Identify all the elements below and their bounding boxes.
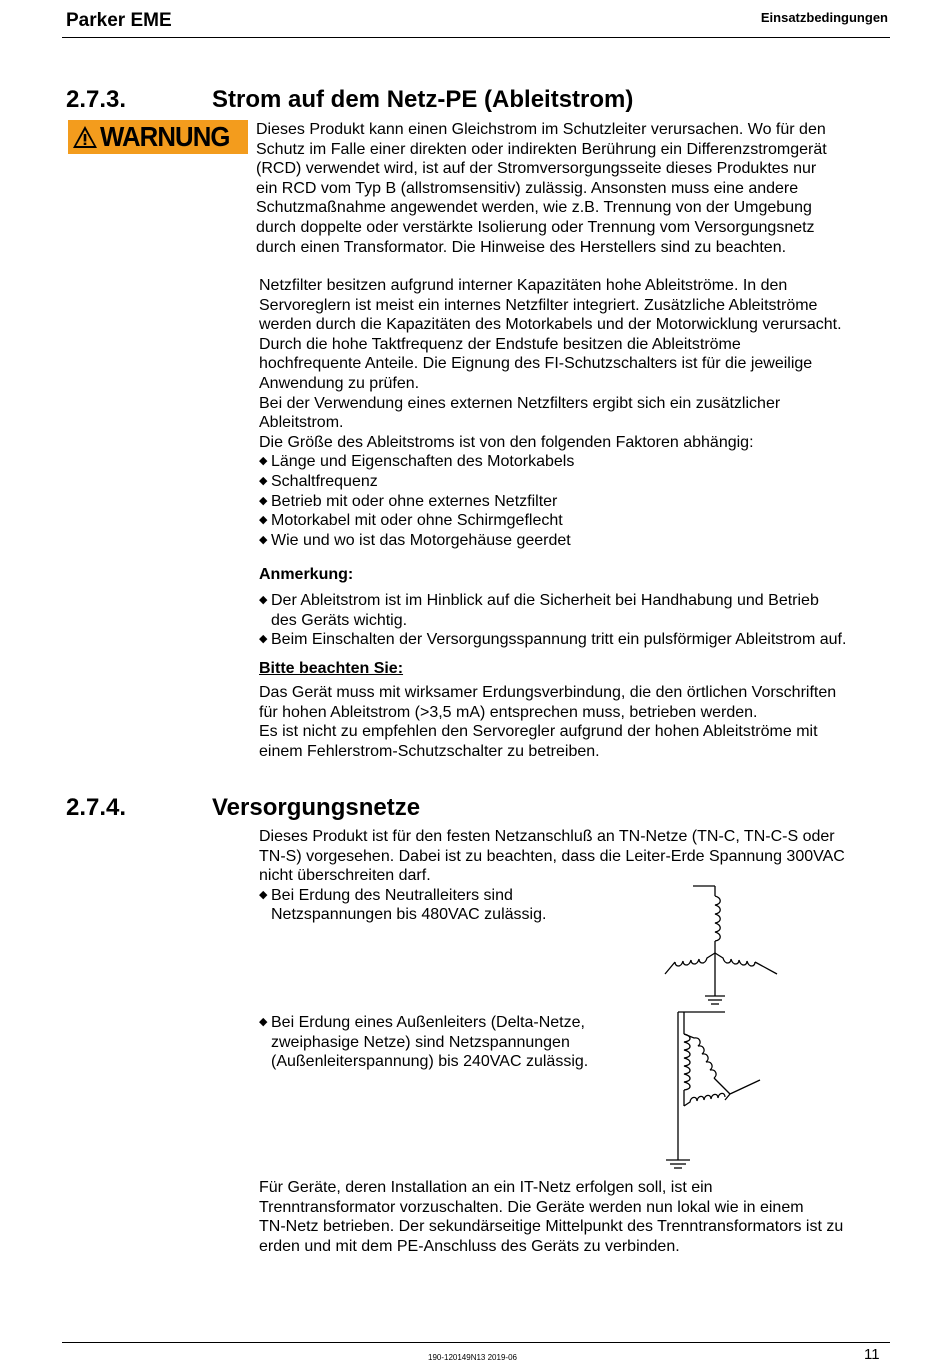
diamond-bullet-icon: ◆ bbox=[259, 474, 268, 487]
list-item-text: Schaltfrequenz bbox=[271, 472, 378, 490]
text-line: Schutzmaßnahme angewendet werden, wie z.B. Trennung von der Umgebung bbox=[256, 199, 812, 217]
diamond-bullet-icon: ◆ bbox=[259, 594, 268, 606]
warning-label: WARNUNG bbox=[100, 121, 230, 152]
text-line: TN-S) vorgesehen. Dabei ist zu beachten, dass die Leiter-Erde Spannung 300VAC bbox=[259, 847, 845, 865]
list-item-text: Motorkabel mit oder ohne Schirmgeflecht bbox=[271, 512, 563, 530]
text-line: TN-Netz betrieben. Der sekundärseitige Mittelpunkt des Trenntransformators ist zu bbox=[259, 1218, 844, 1236]
page-number: 11 bbox=[864, 1346, 880, 1363]
diamond-bullet-icon: ◆ bbox=[259, 514, 268, 527]
text-line: (Außenleiterspannung) bis 240VAC zulässig. bbox=[271, 1053, 589, 1071]
text-line: hochfrequente Anteile. Die Eignung des FI-Schutzschalters ist für die jeweilige bbox=[259, 355, 813, 373]
text-line: Dieses Produkt kann einen Gleichstrom im Schutzleiter verursachen. Wo für den bbox=[256, 121, 826, 138]
note-heading: Anmerkung: bbox=[259, 566, 354, 583]
warning-text bbox=[256, 120, 896, 257]
list-item bbox=[259, 630, 899, 650]
document-code: 190-120149N13 2019-06 bbox=[428, 1353, 517, 1362]
text-line: (RCD) verwendet wird, ist auf der Stromversorgungsseite dieses Produktes nur bbox=[256, 160, 817, 178]
diamond-bullet-icon: ◆ bbox=[259, 455, 268, 468]
text-line: Durch die hohe Taktfrequenz der Endstufe besitzen die Ableitströme bbox=[259, 335, 741, 353]
text-line: Bei Erdung eines Außenleiters (Delta-Netze, bbox=[271, 1014, 585, 1031]
text-line: Das Gerät muss mit wirksamer Erdungsverbindung, die den örtlichen Vorschriften bbox=[259, 684, 837, 701]
list-item bbox=[259, 886, 899, 925]
text-line: Netzspannungen bis 480VAC zulässig. bbox=[271, 906, 547, 924]
text-line: Trenntransformator vorzuschalten. Die Geräte werden nun lokal wie in einem bbox=[259, 1198, 804, 1216]
text-line: einem Fehlerstrom-Schutzschalter zu betreiben. bbox=[259, 742, 600, 760]
supply-intro bbox=[259, 827, 899, 925]
diamond-bullet-icon: ◆ bbox=[259, 633, 268, 646]
list-item bbox=[259, 492, 899, 512]
header-divider bbox=[62, 37, 890, 38]
text-line: Servoreglern ist meist ein internes Netzfilter integriert. Zusätzliche Ableitströme bbox=[259, 296, 818, 314]
list-item-text: Betrieb mit oder ohne externes Netzfilter bbox=[271, 492, 558, 510]
text-line: Für Geräte, deren Installation an ein IT-Netz erfolgen soll, ist ein bbox=[259, 1179, 713, 1196]
section-number: 2.7.3. bbox=[66, 86, 127, 113]
text-line: Schutz im Falle einer direkten oder indirekten Berührung ein Differenzstromgerät bbox=[256, 140, 827, 158]
list-item bbox=[259, 472, 899, 492]
text-line: werden durch die Kapazitäten des Motorkabels und der Motorwicklung verursacht. bbox=[259, 316, 842, 334]
list-item-text: Länge und Eigenschaften des Motorkabels bbox=[271, 453, 575, 471]
text-line: für hohen Ableitstrom (>3,5 mA) entsprechen muss, betrieben werden. bbox=[259, 703, 758, 721]
section-title: Strom auf dem Netz-PE (Ableitstrom) bbox=[212, 86, 634, 113]
text-line: Bei der Verwendung eines externen Netzfilters ergibt sich ein zusätzlicher bbox=[259, 394, 781, 412]
footer-divider bbox=[62, 1342, 890, 1343]
text-line: Bei Erdung des Neutralleiters sind bbox=[271, 886, 513, 904]
section-title: Versorgungsnetze bbox=[212, 794, 421, 821]
text-line: Beim Einschalten der Versorgungsspannung tritt ein pulsförmiger Ableitstrom auf. bbox=[271, 631, 847, 649]
attention-heading: Bitte beachten Sie: bbox=[259, 660, 404, 677]
list-item bbox=[259, 452, 899, 472]
diamond-bullet-icon: ◆ bbox=[259, 888, 268, 901]
delta-note bbox=[259, 1013, 639, 1072]
text-line: erden und mit dem PE-Anschluss des Geräts zu verbinden. bbox=[259, 1237, 680, 1255]
text-line: durch doppelte oder verstärkte Isolierung oder Trennung vom Versorgungsnetz bbox=[256, 218, 815, 236]
text-line: Anwendung zu prüfen. bbox=[259, 374, 420, 392]
warning-badge bbox=[68, 120, 248, 154]
text-line: Netzfilter besitzen aufgrund interner Kapazitäten hohe Ableitströme. In den bbox=[259, 277, 788, 294]
text-line: Der Ableitstrom ist im Hinblick auf die Sicherheit bei Handhabung und Betrieb bbox=[271, 592, 819, 609]
text-line: Die Größe des Ableitstroms ist von den folgenden Faktoren abhängig: bbox=[259, 433, 754, 451]
diamond-bullet-icon: ◆ bbox=[259, 533, 268, 546]
leakage-current-body bbox=[259, 276, 899, 550]
note-list bbox=[259, 591, 899, 650]
text-line: durch einen Transformator. Die Hinweise des Herstellers sind zu beachten. bbox=[256, 238, 787, 256]
text-line: des Geräts wichtig. bbox=[271, 611, 408, 629]
text-line: ein RCD vom Typ B (allstromsensitiv) zulässig. Ansonsten muss eine andere bbox=[256, 179, 799, 197]
section-number: 2.7.4. bbox=[66, 794, 127, 821]
list-item bbox=[259, 511, 899, 531]
header-brand: Parker EME bbox=[66, 10, 172, 31]
star-network-diagram bbox=[655, 878, 790, 1013]
warning-triangle-icon bbox=[72, 125, 98, 149]
header-chapter: Einsatzbedingungen bbox=[760, 10, 888, 25]
text-line: Ableitstrom. bbox=[259, 414, 344, 432]
text-line: Es ist nicht zu empfehlen den Servoregler aufgrund der hohen Ableitströme mit bbox=[259, 723, 818, 741]
delta-network-diagram bbox=[660, 1002, 775, 1174]
diamond-bullet-icon: ◆ bbox=[259, 494, 268, 507]
list-item bbox=[259, 531, 899, 551]
diamond-bullet-icon: ◆ bbox=[259, 1016, 268, 1028]
attention-text bbox=[259, 683, 899, 761]
list-item-text: Wie und wo ist das Motorgehäuse geerdet bbox=[271, 531, 571, 549]
it-network-text bbox=[259, 1178, 899, 1256]
text-line: nicht überschreiten darf. bbox=[259, 867, 431, 885]
text-line: Dieses Produkt ist für den festen Netzanschluß an TN-Netze (TN-C, TN-C-S oder bbox=[259, 828, 835, 845]
text-line: zweiphasige Netze) sind Netzspannungen bbox=[271, 1033, 570, 1051]
list-item bbox=[259, 591, 899, 630]
list-item bbox=[259, 1013, 639, 1072]
